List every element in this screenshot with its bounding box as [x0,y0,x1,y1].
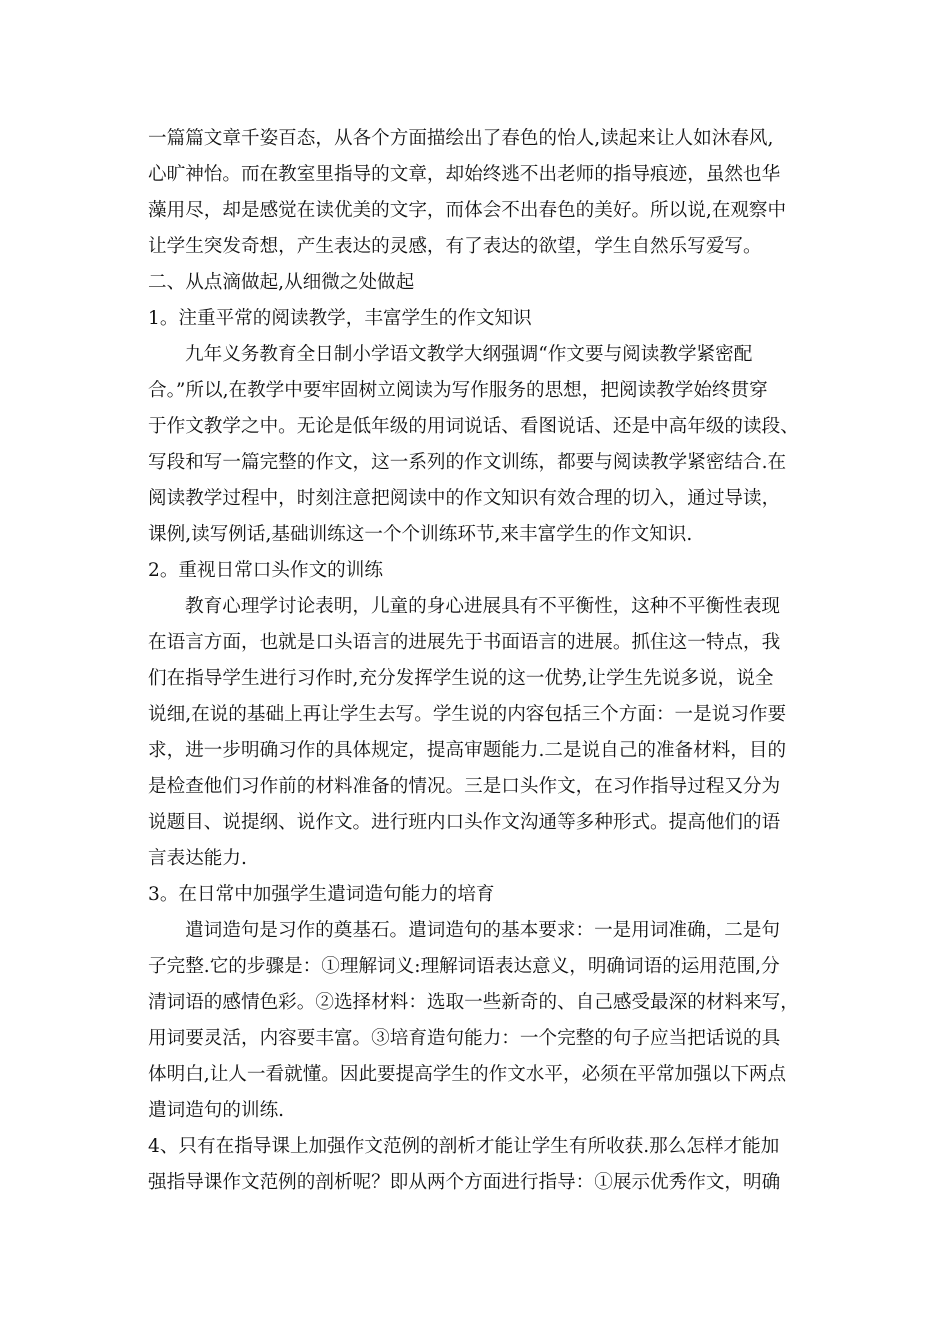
text-line: 4、只有在指导课上加强作文范例的剖析才能让学生有所收获.那么怎样才能加 [148,1136,780,1157]
text-line: 阅读教学过程中，时刻注意把阅读中的作文知识有效合理的切入，通过导读， [148,488,781,509]
text-line: 遣词造句的训练. [148,1100,285,1121]
text-line: 强指导课作文范例的剖析呢？即从两个方面进行指导：①展示优秀作文，明确 [148,1172,781,1193]
text-line: 清词语的感情色彩。②选择材料：选取一些新奇的、自己感受最深的材料来写， [148,992,799,1013]
text-line: 让学生突发奇想，产生表达的灵感，有了表达的欲望，学生自然乐写爱写。 [148,236,762,257]
text-line: 在语言方面，也就是口头语言的进展先于书面语言的进展。抓住这一特点，我 [148,632,781,653]
text-line: 说题目、说提纲、说作文。进行班内口头作文沟通等多种形式。提高他们的语 [148,812,781,833]
text-line: 一篇篇文章千姿百态，从各个方面描绘出了春色的怡人,读起来让人如沐春风, [148,128,774,149]
subsection-heading: 3。在日常中加强学生遣词造句能力的培育 [148,884,495,905]
subsection-heading: 2。重视日常口头作文的训练 [148,560,383,581]
section-heading: 二、从点滴做起,从细微之处做起 [148,272,415,293]
text-line: 言表达能力. [148,848,247,869]
text-line: 遣词造句是习作的奠基石。遣词造句的基本要求：一是用词准确，二是句 [185,920,781,941]
text-line: 藻用尽，却是感觉在读优美的文字，而体会不出春色的美好。所以说,在观察中 [148,200,787,221]
text-line: 写段和写一篇完整的作文，这一系列的作文训练，都要与阅读教学紧密结合.在 [148,452,787,473]
subsection-heading: 1。注重平常的阅读教学，丰富学生的作文知识 [148,308,532,329]
text-line: 课例,读写例话,基础训练这一个个训练环节,来丰富学生的作文知识. [148,524,693,545]
text-line: 说细,在说的基础上再让学生去写。学生说的内容包括三个方面：一是说习作要 [148,704,787,725]
text-line: 子完整.它的步骤是：①理解词义:理解词语表达意义，明确词语的运用范围,分 [148,956,780,977]
text-line: 合。”所以,在教学中要牢固树立阅读为写作服务的思想，把阅读教学始终贯穿 [148,380,768,401]
text-line: 于作文教学之中。无论是低年级的用词说话、看图说话、还是中高年级的读段、 [148,416,799,437]
text-line: 心旷神怡。而在教室里指导的文章，却始终逃不出老师的指导痕迹，虽然也华 [148,164,781,185]
text-line: 体明白,让人一看就懂。因此要提高学生的作文水平，必须在平常加强以下两点 [148,1064,787,1085]
text-line: 们在指导学生进行习作时,充分发挥学生说的这一优势,让学生先说多说，说全 [148,668,774,689]
text-line: 九年义务教育全日制小学语文教学大纲强调“作文要与阅读教学紧密配 [185,344,753,365]
text-line: 用词要灵活，内容要丰富。③培育造句能力：一个完整的句子应当把话说的具 [148,1028,781,1049]
text-line: 求，进一步明确习作的具体规定，提高审题能力.二是说自己的准备材料，目的 [148,740,787,761]
text-line: 是检查他们习作前的材料准备的情况。三是口头作文，在习作指导过程又分为 [148,776,781,797]
text-line: 教育心理学讨论表明，儿童的身心进展具有不平衡性，这种不平衡性表现 [185,596,781,617]
